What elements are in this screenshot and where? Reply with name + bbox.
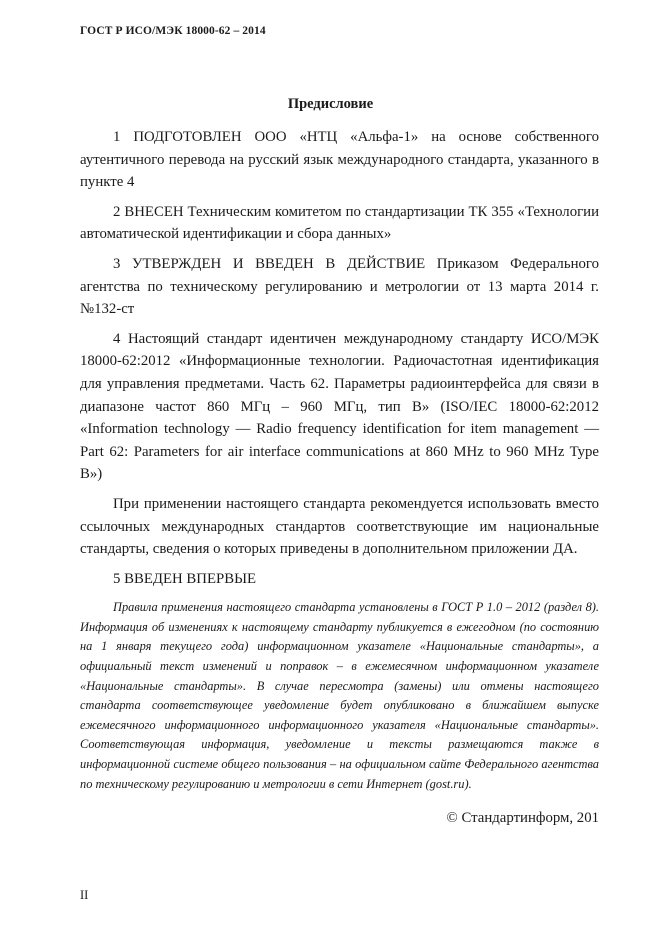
- page-title: Предисловие: [287, 96, 374, 112]
- paragraph-introduced-by: 2 ВНЕСЕН Техническим комитетом по стандартизации ТК 355 «Технологии автоматической идентификации и сбора данных»: [80, 203, 599, 243]
- paragraph-application-note: При применении настоящего стандарта рекомендуется использовать вместо ссылочных международных стандартов соответствующие им национальные стандарты, сведения о которых приведены в дополнительном приложении ДА.: [80, 495, 599, 558]
- paragraph-approved: 3 УТВЕРЖДЕН И ВВЕДЕН В ДЕЙСТВИЕ Приказом Федерального агентства по техническому регулированию и метрологии от 13 марта 2014 г. №132-ст: [80, 255, 599, 318]
- foreword-body: [80, 126, 599, 794]
- rules-note: Правила применения настоящего стандарта установлены в ГОСТ Р 1.0 – 2012 (раздел 8). Информация об изменениях к настоящему стандарту публикуется в ежегодном (по состоянию на 1 января текущего года) информационном указателе «Национальные стандарты», а официальный текст изменений и поправок – в ежемесячном информационном указателе «Национальные стандарты». В случае пересмотра (замены) или отмены настоящего стандарта соответствующее уведомление будет опубликовано в ближайшем выпуске ежемесячного информационного информационного указателя «Национальные стандарты». Соответствующая информация, уведомление и тексты размещаются также в информационной системе общего пользования – на официальном сайте Федерального агентства по техническому регулированию и метрологии в сети Интернет (gost.ru).: [80, 600, 599, 791]
- document-header: ГОСТ Р ИСО/МЭК 18000-62 – 2014: [80, 25, 266, 37]
- page-number: II: [80, 888, 89, 902]
- paragraph-introduced-first: 5 ВВЕДЕН ВПЕРВЫЕ: [113, 570, 257, 587]
- paragraph-identical-standard: 4 Настоящий стандарт идентичен международному стандарту ИСО/МЭК 18000-62:2012 «Информационные технологии. Радиочастотная идентификация для управления предметами. Часть 62. Параметры радиоинтерфейса для связи в диапазоне частот 860 МГц – 960 МГц, тип В» (ISO/IEC 18000-62:2012 «Information technology — Radio frequency identification for item management — Part 62: Parameters for air interface communications at 860 MHz to 960 MHz Type B»): [80, 330, 599, 483]
- copyright-line: © Стандартинформ, 201: [446, 810, 599, 826]
- paragraph-prepared-by: 1 ПОДГОТОВЛЕН ООО «НТЦ «Альфа-1» на основе собственного аутентичного перевода на русский язык международного стандарта, указанного в пункте 4: [80, 129, 599, 191]
